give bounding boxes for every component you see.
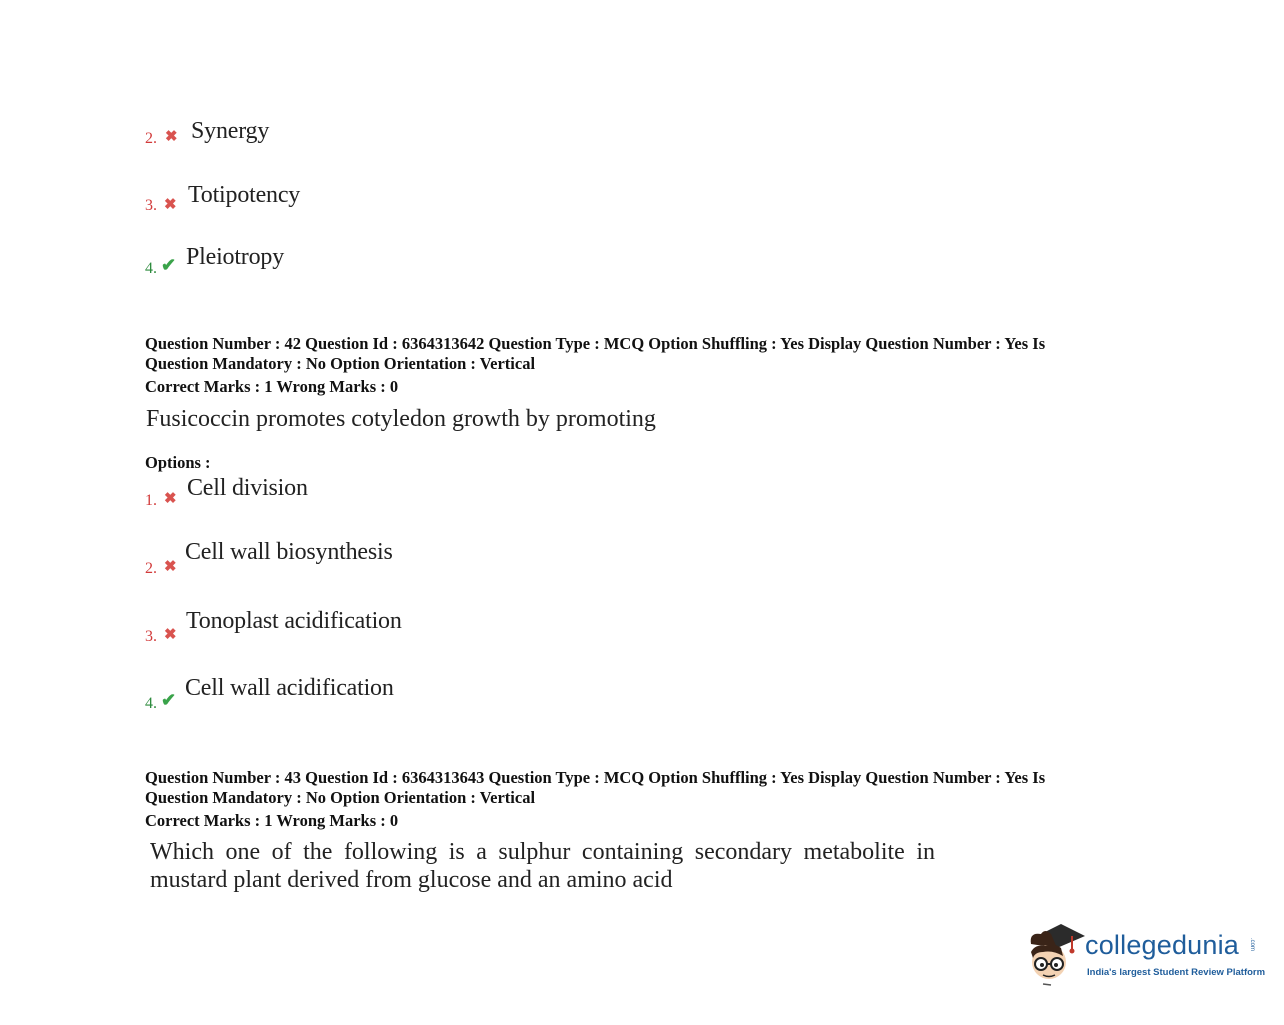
cross-icon: ✖	[164, 627, 177, 643]
question-43-text: Which one of the following is a sulphur containing secondary metabolite in mustard plant derived from glucose and an amino acid	[150, 839, 935, 893]
option-number: 3.	[145, 197, 157, 214]
option-q42-3	[145, 608, 545, 648]
option-number: 2.	[145, 130, 157, 147]
meta-line: Question Number : 43 Question Id : 6364313643 Question Type : MCQ Option Shuffling : Yes Display Question Number : Yes Is	[145, 768, 1046, 787]
cross-icon: ✖	[164, 491, 177, 507]
question-43-meta	[145, 768, 1105, 808]
option-q42-1	[145, 475, 545, 515]
options-label: Options :	[145, 453, 211, 472]
meta-line: Question Number : 42 Question Id : 6364313642 Question Type : MCQ Option Shuffling : Yes Display Question Number : Yes Is	[145, 334, 1046, 353]
option-number: 4.	[145, 260, 157, 277]
check-icon: ✔	[161, 255, 177, 275]
option-q42-2	[145, 539, 545, 579]
meta-line: Question Mandatory : No Option Orientation : Vertical	[145, 354, 536, 373]
option-prev-3	[145, 182, 445, 222]
meta-line: Question Mandatory : No Option Orientation : Vertical	[145, 788, 536, 807]
option-number: 4.	[145, 695, 157, 712]
question-42-text: Fusicoccin promotes cotyledon growth by promoting	[146, 406, 656, 432]
mascot-icon	[1025, 918, 1087, 988]
question-43-marks: Correct Marks : 1 Wrong Marks : 0	[145, 811, 399, 830]
option-prev-4	[145, 244, 445, 284]
cross-icon: ✖	[164, 559, 177, 575]
option-text: Pleiotropy	[186, 244, 284, 270]
option-text: Totipotency	[188, 182, 301, 208]
check-icon: ✔	[161, 690, 177, 710]
option-number: 3.	[145, 628, 157, 645]
cross-icon: ✖	[164, 197, 177, 213]
brand-suffix: .com	[1249, 938, 1255, 952]
option-q42-4	[145, 675, 545, 715]
collegedunia-logo[interactable]	[1025, 918, 1266, 988]
brand-tagline: India's largest Student Review Platform	[1087, 967, 1266, 978]
option-text: Cell division	[187, 475, 308, 501]
option-text: Synergy	[191, 118, 270, 144]
brand-name: collegedunia	[1085, 930, 1240, 960]
option-text: Cell wall acidification	[185, 675, 394, 701]
option-number: 2.	[145, 560, 157, 577]
option-number: 1.	[145, 492, 157, 509]
question-42-meta	[145, 334, 1105, 374]
option-text: Cell wall biosynthesis	[185, 539, 393, 565]
question-42-marks: Correct Marks : 1 Wrong Marks : 0	[145, 377, 399, 396]
option-text: Tonoplast acidification	[186, 608, 402, 634]
cross-icon: ✖	[165, 129, 178, 145]
option-prev-2	[145, 118, 445, 158]
